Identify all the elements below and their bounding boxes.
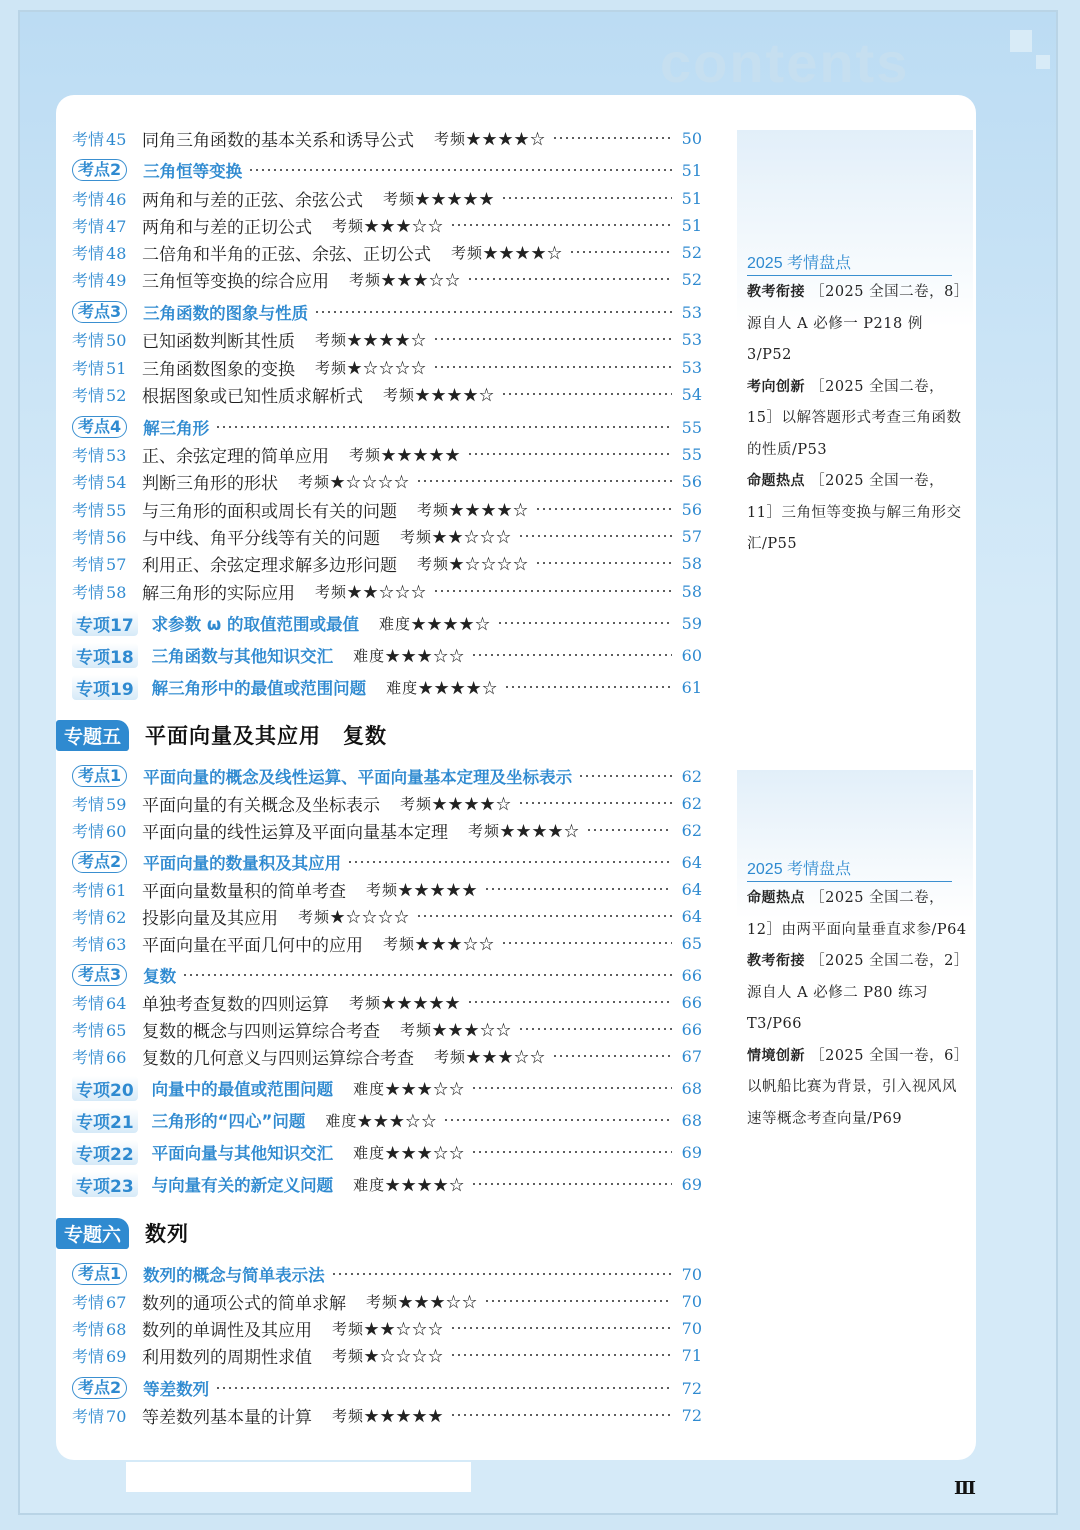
toc-title: 复数的概念与四则运算综合考查 <box>142 1021 380 1042</box>
toc-title: 与三角形的面积或周长有关的问题 <box>142 501 397 522</box>
toc-row[interactable] <box>72 1107 702 1133</box>
frequency-rating: 考频★★★★★ <box>332 1406 445 1425</box>
page-ref: 55 <box>681 417 702 437</box>
leader-dots <box>552 1055 672 1057</box>
toc-title: 与向量有关的新定义问题 <box>151 1176 334 1195</box>
page-ref: 68 <box>681 1110 702 1130</box>
leader-dots <box>433 338 672 340</box>
frequency-rating: 考频★★★★★ <box>349 993 462 1012</box>
frequency-rating: 难度★★★★☆ <box>353 1175 466 1194</box>
frequency-rating: 考频★★★★☆ <box>400 794 513 813</box>
frequency-rating: 难度★★★☆☆ <box>353 1079 466 1098</box>
kaoqing-tag: 考情 49 <box>72 270 127 290</box>
leader-dots <box>467 278 672 280</box>
toc-title: 同角三角函数的基本关系和诱导公式 <box>142 130 414 151</box>
toc-row[interactable] <box>72 1375 702 1401</box>
frequency-rating: 考频★★★★★ <box>349 445 462 464</box>
panel-item: 命题热点 ［2025 全国二卷，12］由两平面向量垂直求参/P64 <box>747 890 967 938</box>
toc-row[interactable] <box>72 930 702 956</box>
toc-title: 单独考查复数的四则运算 <box>142 994 329 1015</box>
page-ref: 51 <box>681 188 702 208</box>
leader-dots <box>471 654 672 656</box>
toc-title: 平面向量的有关概念及坐标表示 <box>142 795 380 816</box>
page-ref: 70 <box>681 1291 702 1311</box>
page-ref: 68 <box>681 1078 702 1098</box>
page-ref: 53 <box>681 357 702 377</box>
leader-dots <box>484 1300 672 1302</box>
toc-title: 三角恒等变换的综合应用 <box>142 271 329 292</box>
topic-heading <box>56 720 387 750</box>
frequency-rating: 考频★★★☆☆ <box>332 216 445 235</box>
page-ref: 71 <box>681 1345 702 1365</box>
toc-title: 等差数列 <box>143 1380 210 1399</box>
leader-dots <box>569 251 672 253</box>
page-ref: 54 <box>681 384 702 404</box>
toc-row[interactable] <box>72 414 702 440</box>
toc-title: 复数 <box>143 967 177 986</box>
leader-dots <box>501 393 672 395</box>
page-ref: 58 <box>681 553 702 573</box>
frequency-rating: 考频★★☆☆☆ <box>332 1319 445 1338</box>
exam-summary-panel-1 <box>737 130 973 695</box>
toc-row[interactable] <box>72 674 702 700</box>
kaodian-tag: 考点2 <box>72 159 127 181</box>
leader-dots <box>504 686 672 688</box>
kaodian-tag: 考点3 <box>72 964 127 986</box>
page-ref: 57 <box>681 526 702 546</box>
kaoqing-tag: 考情 53 <box>72 445 127 465</box>
page-ref: 51 <box>681 215 702 235</box>
zhuanxiang-tag: 专项21 <box>72 1108 138 1133</box>
toc-row[interactable] <box>72 326 702 352</box>
frequency-rating: 考频★☆☆☆☆ <box>417 554 530 573</box>
toc-row[interactable] <box>72 496 702 522</box>
page-ref: 66 <box>681 965 702 985</box>
page-ref: 59 <box>681 613 702 633</box>
frequency-rating: 难度★★★☆☆ <box>325 1111 438 1130</box>
topic-title: 平面向量及其应用 复数 <box>145 724 388 748</box>
toc-row[interactable] <box>72 642 702 668</box>
toc-title: 利用数列的周期性求值 <box>142 1347 312 1368</box>
frequency-rating: 考频★★★★★ <box>366 880 479 899</box>
kaoqing-tag: 考情 52 <box>72 385 127 405</box>
leader-dots <box>467 1001 672 1003</box>
topic-title: 数列 <box>145 1222 190 1246</box>
page-ref: 62 <box>681 793 702 813</box>
contents-watermark: contents <box>660 31 910 94</box>
toc-row[interactable] <box>72 763 702 789</box>
toc-row[interactable] <box>72 354 702 380</box>
toc-title: 平面向量与其他知识交汇 <box>151 1144 334 1163</box>
leader-dots <box>467 453 672 455</box>
leader-dots <box>501 197 672 199</box>
frequency-rating: 考频★★★★★ <box>383 189 496 208</box>
toc-title: 两角和与差的正弦、余弦公式 <box>142 190 363 211</box>
page-ref: 65 <box>681 933 702 953</box>
toc-title: 平面向量的线性运算及平面向量基本定理 <box>142 822 448 843</box>
toc-row[interactable] <box>72 157 702 183</box>
kaoqing-tag: 考情 58 <box>72 582 127 602</box>
toc-title: 平面向量在平面几何中的应用 <box>142 935 363 956</box>
exam-summary-panel-2 <box>737 770 973 1195</box>
kaodian-tag: 考点3 <box>72 301 127 323</box>
kaoqing-tag: 考情 46 <box>72 189 127 209</box>
leader-dots <box>182 974 672 976</box>
toc-title: 根据图象或已知性质求解析式 <box>142 386 363 407</box>
zhuanxiang-tag: 专项17 <box>72 611 138 636</box>
toc-row[interactable] <box>72 1016 702 1042</box>
kaoqing-tag: 考情 47 <box>72 216 127 236</box>
page-ref: 66 <box>681 1019 702 1039</box>
page-ref: 53 <box>681 302 702 322</box>
frequency-rating: 考频★★★★☆ <box>434 129 547 148</box>
toc-title: 数列的概念与简单表示法 <box>143 1266 325 1285</box>
frequency-rating: 考频★☆☆☆☆ <box>298 472 411 491</box>
page-ref: 72 <box>681 1378 702 1398</box>
zhuanxiang-tag: 专项19 <box>72 675 138 700</box>
leader-dots <box>450 1327 672 1329</box>
page-ref: 64 <box>681 852 702 872</box>
leader-dots <box>497 622 672 624</box>
frequency-rating: 难度★★★★☆ <box>379 614 492 633</box>
panel-body <box>747 277 967 561</box>
panel-item: 命题热点 ［2025 全国一卷，11］三角恒等变换与解三角形交汇/P55 <box>747 473 962 552</box>
toc-row[interactable] <box>72 817 702 843</box>
toc-title: 三角形的“四心”问题 <box>151 1112 306 1131</box>
leader-dots <box>586 829 672 831</box>
toc-row[interactable] <box>72 212 702 238</box>
leader-dots <box>535 562 672 564</box>
kaoqing-tag: 考情 62 <box>72 907 127 927</box>
toc-row[interactable] <box>72 1043 702 1069</box>
leader-dots <box>347 861 672 863</box>
page-ref: 52 <box>681 242 702 262</box>
page-ref: 50 <box>681 128 702 148</box>
toc-row[interactable] <box>72 849 702 875</box>
toc-row[interactable] <box>72 239 702 265</box>
toc-title: 解三角形 <box>143 419 210 438</box>
frequency-rating: 考频★☆☆☆☆ <box>298 907 411 926</box>
toc-title: 解三角形的实际应用 <box>142 583 295 604</box>
page-ref: 67 <box>681 1046 702 1066</box>
toc-row[interactable] <box>72 610 702 636</box>
leader-dots <box>215 1387 672 1389</box>
panel-item: 教考衔接 ［2025 全国二卷，2］源自人 A 必修二 P80 练习 T3/P66 <box>747 953 962 1032</box>
frequency-rating: 考频★★☆☆☆ <box>315 582 428 601</box>
toc-row[interactable] <box>72 1075 702 1101</box>
toc-title: 平面向量数量积的简单考查 <box>142 881 346 902</box>
kaoqing-tag: 考情 70 <box>72 1406 127 1426</box>
frequency-rating: 考频★★★☆☆ <box>366 1292 479 1311</box>
decor-square <box>1036 55 1050 69</box>
kaoqing-tag: 考情 63 <box>72 934 127 954</box>
leader-dots <box>471 1151 672 1153</box>
kaoqing-tag: 考情 59 <box>72 794 127 814</box>
toc-title: 三角恒等变换 <box>143 162 243 181</box>
kaodian-tag: 考点4 <box>72 416 127 438</box>
kaoqing-tag: 考情 55 <box>72 500 127 520</box>
leader-dots <box>518 1028 672 1030</box>
decor-square <box>1010 30 1032 52</box>
toc-row[interactable] <box>72 989 702 1015</box>
topic-badge: 专题六 <box>56 1218 129 1249</box>
toc-row[interactable] <box>72 1342 702 1368</box>
kaoqing-tag: 考情 48 <box>72 243 127 263</box>
kaoqing-tag: 考情 65 <box>72 1020 127 1040</box>
kaoqing-tag: 考情 66 <box>72 1047 127 1067</box>
page-ref: 72 <box>681 1405 702 1425</box>
zhuanxiang-tag: 专项22 <box>72 1140 138 1165</box>
toc-title: 数列的单调性及其应用 <box>142 1320 312 1341</box>
frequency-rating: 难度★★★☆☆ <box>353 1143 466 1162</box>
toc-row[interactable] <box>72 876 702 902</box>
kaoqing-tag: 考情 57 <box>72 554 127 574</box>
leader-dots <box>518 802 672 804</box>
toc-row[interactable] <box>72 266 702 292</box>
leader-dots <box>433 366 672 368</box>
toc-row[interactable] <box>72 125 702 151</box>
toc-title: 二倍角和半角的正弦、余弦、正切公式 <box>142 244 431 265</box>
frequency-rating: 考频★★★★☆ <box>451 243 564 262</box>
leader-dots <box>331 1273 672 1275</box>
toc-row[interactable] <box>72 1288 702 1314</box>
leader-dots <box>443 1119 672 1121</box>
kaoqing-tag: 考情 50 <box>72 330 127 350</box>
panel-item: 教考衔接 ［2025 全国二卷，8］源自人 A 必修一 P218 例 3/P52 <box>747 284 962 363</box>
leader-dots <box>416 480 672 482</box>
leader-dots <box>471 1087 672 1089</box>
frequency-rating: 考频★★★★☆ <box>315 330 428 349</box>
kaoqing-tag: 考情 54 <box>72 472 127 492</box>
page-ref: 58 <box>681 581 702 601</box>
page-ref: 56 <box>681 471 702 491</box>
page-ref: 70 <box>681 1264 702 1284</box>
toc-title: 两角和与差的正切公式 <box>142 217 312 238</box>
leader-dots <box>248 169 672 171</box>
toc-title: 正、余弦定理的简单应用 <box>142 446 329 467</box>
panel-item: 情境创新 ［2025 全国一卷，6］以帆船比赛为背景，引入视风风速等概念考查向量/P69 <box>747 1047 962 1127</box>
panel-item: 考向创新 ［2025 全国二卷，15］以解答题形式考查三角函数的性质/P53 <box>747 378 962 458</box>
toc-row[interactable] <box>72 1139 702 1165</box>
toc-row[interactable] <box>72 381 702 407</box>
kaodian-tag: 考点1 <box>72 1263 127 1285</box>
leader-dots <box>552 137 672 139</box>
frequency-rating: 考频★★★☆☆ <box>434 1047 547 1066</box>
leader-dots <box>450 224 672 226</box>
toc-row[interactable] <box>72 1261 702 1287</box>
toc-row[interactable] <box>72 468 702 494</box>
footer-blank-bar <box>126 1462 471 1492</box>
leader-dots <box>484 888 672 890</box>
toc-title: 利用正、余弦定理求解多边形问题 <box>142 555 397 576</box>
topic-badge: 专题五 <box>56 720 129 751</box>
toc-title: 向量中的最值或范围问题 <box>151 1080 334 1099</box>
toc-row[interactable] <box>72 299 702 325</box>
leader-dots <box>314 311 672 313</box>
toc-row[interactable] <box>72 550 702 576</box>
frequency-rating: 考频★★★☆☆ <box>349 270 462 289</box>
page-ref: 51 <box>681 160 702 180</box>
toc-title: 三角函数的图象与性质 <box>143 304 309 323</box>
panel-title: 2025 考情盘点 <box>747 250 952 276</box>
toc-title: 数列的通项公式的简单求解 <box>142 1293 346 1314</box>
toc-title: 解三角形中的最值或范围问题 <box>151 679 367 698</box>
leader-dots <box>433 590 672 592</box>
frequency-rating: 难度★★★☆☆ <box>353 646 466 665</box>
frequency-rating: 考频★★☆☆☆ <box>400 527 513 546</box>
frequency-rating: 考频★☆☆☆☆ <box>315 358 428 377</box>
page-ref: 69 <box>681 1174 702 1194</box>
toc-title: 等差数列基本量的计算 <box>142 1407 312 1428</box>
kaoqing-tag: 考情 67 <box>72 1292 127 1312</box>
leader-dots <box>578 775 672 777</box>
page-ref: 70 <box>681 1318 702 1338</box>
kaoqing-tag: 考情 60 <box>72 821 127 841</box>
frequency-rating: 难度★★★★☆ <box>386 678 499 697</box>
zhuanxiang-tag: 专项23 <box>72 1172 138 1197</box>
toc-row[interactable] <box>72 1315 702 1341</box>
toc-title: 平面向量的数量积及其应用 <box>143 854 342 873</box>
kaodian-tag: 考点2 <box>72 1377 127 1399</box>
leader-dots <box>416 915 672 917</box>
kaoqing-tag: 考情 56 <box>72 527 127 547</box>
leader-dots <box>501 942 672 944</box>
leader-dots <box>471 1183 672 1185</box>
page-ref: 66 <box>681 992 702 1012</box>
toc-row[interactable] <box>72 185 702 211</box>
page-ref: 62 <box>681 820 702 840</box>
kaoqing-tag: 考情 64 <box>72 993 127 1013</box>
toc-title: 复数的几何意义与四则运算综合考查 <box>142 1048 414 1069</box>
leader-dots <box>450 1414 672 1416</box>
frequency-rating: 考频★☆☆☆☆ <box>332 1346 445 1365</box>
page-ref: 62 <box>681 766 702 786</box>
leader-dots <box>450 1354 672 1356</box>
page-ref: 64 <box>681 879 702 899</box>
toc-row[interactable] <box>72 441 702 467</box>
toc-row[interactable] <box>72 578 702 604</box>
kaoqing-tag: 考情 68 <box>72 1319 127 1339</box>
frequency-rating: 考频★★★☆☆ <box>400 1020 513 1039</box>
topic-heading <box>56 1218 189 1248</box>
panel-title: 2025 考情盘点 <box>747 856 952 882</box>
page-ref: 60 <box>681 645 702 665</box>
toc-row[interactable] <box>72 962 702 988</box>
leader-dots <box>518 535 672 537</box>
kaoqing-tag: 考情 51 <box>72 358 127 378</box>
frequency-rating: 考频★★★★☆ <box>383 385 496 404</box>
page-ref: 61 <box>681 677 702 697</box>
zhuanxiang-tag: 专项20 <box>72 1076 138 1101</box>
zhuanxiang-tag: 专项18 <box>72 643 138 668</box>
page-ref: 55 <box>681 444 702 464</box>
kaodian-tag: 考点2 <box>72 851 127 873</box>
toc-title: 已知函数判断其性质 <box>142 331 295 352</box>
frequency-rating: 考频★★★☆☆ <box>383 934 496 953</box>
leader-dots <box>535 508 672 510</box>
frequency-rating: 考频★★★★☆ <box>417 500 530 519</box>
toc-row[interactable] <box>72 790 702 816</box>
toc-title: 判断三角形的形状 <box>142 473 278 494</box>
page-ref: 56 <box>681 499 702 519</box>
toc-title: 求参数 ω 的取值范围或最值 <box>151 615 360 634</box>
toc-title: 三角函数与其他知识交汇 <box>151 647 334 666</box>
kaodian-tag: 考点1 <box>72 765 127 787</box>
toc-title: 三角函数图象的变换 <box>142 359 295 380</box>
toc-row[interactable] <box>72 1171 702 1197</box>
toc-title: 与中线、角平分线等有关的问题 <box>142 528 380 549</box>
page-ref: 52 <box>681 269 702 289</box>
page-ref: 64 <box>681 906 702 926</box>
frequency-rating: 考频★★★★☆ <box>468 821 581 840</box>
toc-title: 投影向量及其应用 <box>142 908 278 929</box>
panel-body <box>747 883 967 1135</box>
page-number: Ⅲ <box>954 1478 976 1499</box>
page-ref: 69 <box>681 1142 702 1162</box>
toc-row[interactable] <box>72 1402 702 1428</box>
toc-row[interactable] <box>72 903 702 929</box>
kaoqing-tag: 考情 61 <box>72 880 127 900</box>
kaoqing-tag: 考情 69 <box>72 1346 127 1366</box>
toc-row[interactable] <box>72 523 702 549</box>
toc-title: 平面向量的概念及线性运算、平面向量基本定理及坐标表示 <box>143 768 573 787</box>
leader-dots <box>215 426 672 428</box>
kaoqing-tag: 考情 45 <box>72 129 127 149</box>
page-ref: 53 <box>681 329 702 349</box>
